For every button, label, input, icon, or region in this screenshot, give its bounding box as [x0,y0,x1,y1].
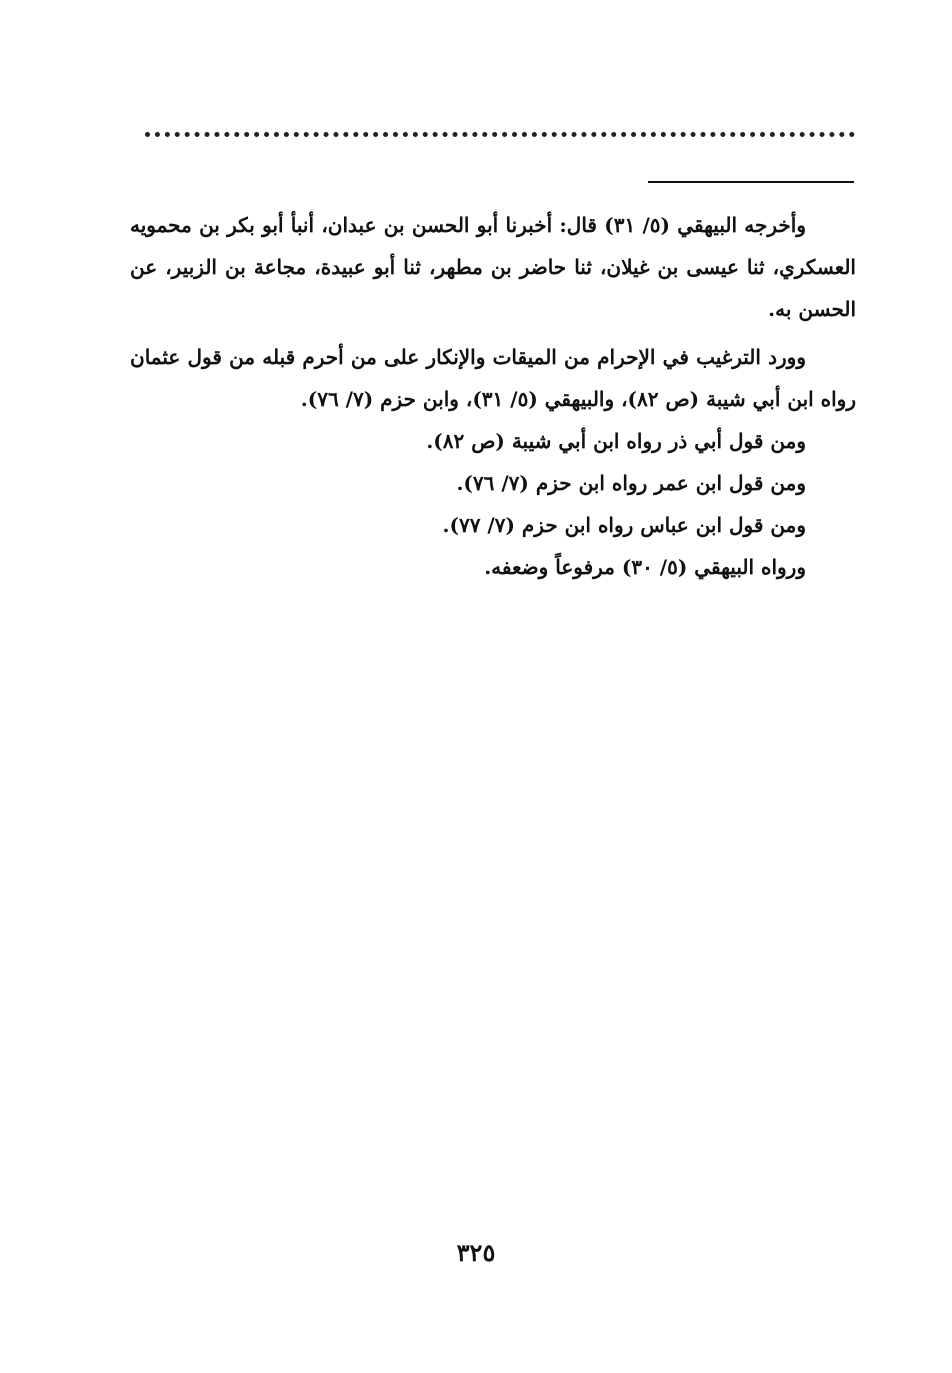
footnote-paragraph-2: وورد الترغيب في الإحرام من الميقات والإنكار على من أحرم قبله من قول عثمان رواه ابن أبي شيبة (ص ٨٢)، والبيهقي (٥/ ٣١)، وابن حزم (٧/ ٧٦). [130,345,856,411]
footnote-line-4: ومن قول ابن عمر رواه ابن حزم (٧/ ٧٦). [456,471,806,495]
footnote-line-6: ورواه البيهقي (٥/ ٣٠) مرفوعاً وضعفه. [484,555,806,579]
footnote-separator-line [648,181,854,183]
footnote-line-5: ومن قول ابن عباس رواه ابن حزم (٧/ ٧٧). [442,513,806,537]
page-number: ٣٢٥ [456,1238,496,1267]
footnote-paragraph-1: وأخرجه البيهقي (٥/ ٣١) قال: أخبرنا أبو الحسن بن عبدان، أنبأ أبو بكر بن محمويه العسكري، ثنا عيسى بن غيلان، ثنا حاضر بن مطهر، ثنا أبو عبيدة، مجاعة بن الزبير، عن الحسن به. [130,213,856,321]
footnote-line-3: ومن قول أبي ذر رواه ابن أبي شيبة (ص ٨٢). [426,429,806,453]
dotted-separator [145,132,855,137]
footnote-block [130,204,856,588]
